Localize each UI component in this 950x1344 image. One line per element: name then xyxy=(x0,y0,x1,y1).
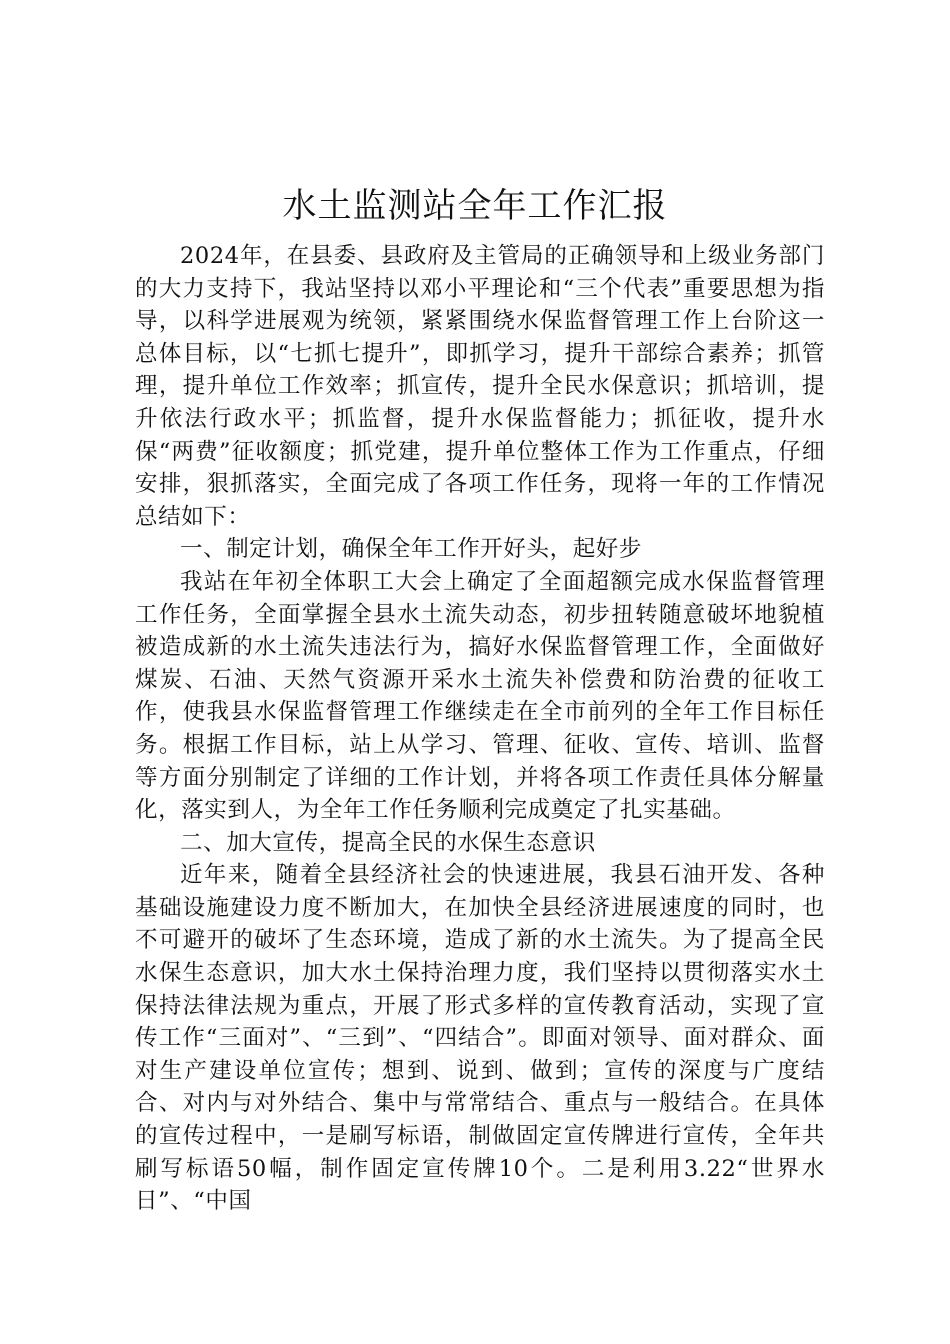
section-heading-1: 一、制定计划，确保全年工作开好头，起好步 xyxy=(180,536,643,563)
section-1-paragraph: 我站在年初全体职工大会上确定了全面超额完成水保监督管理工作任务，全面掌握全县水土流失动态，初步扭转随意破坏地貌植被造成新的水土流失违法行为，搞好水保监督管理工作，全面做好煤炭、石油、天然气资源开采水土流失补偿费和防治费的征收工作，使我县水保监督管理工作继续走在全市前列的全年工作目标任务。根据工作目标，站上从学习、管理、征收、宣传、培训、监督等方面分别制定了详细的工作计划，并将各项工作责任具体分解量化，落实到人，为全年工作任务顺利完成奠定了扎实基础。 xyxy=(135,568,825,824)
document-body xyxy=(135,240,825,1218)
section-heading-2: 二、加大宣传，提高全民的水保生态意识 xyxy=(180,829,596,856)
document-title: 水土监测站全年工作汇报 xyxy=(282,186,668,226)
intro-paragraph: 2024年，在县委、县政府及主管局的正确领导和上级业务部门的大力支持下，我站坚持以邓小平理论和“三个代表”重要思想为指导，以科学进展观为统领，紧紧围绕水保监督管理工作上台阶这一总体目标，以“七抓七提升”，即抓学习，提升干部综合素养；抓管理，提升单位工作效率；抓宣传，提升全民水保意识；抓培训，提升依法行政水平；抓监督，提升水保监督能力；抓征收，提升水保“两费”征收额度；抓党建，提升单位整体工作为工作重点，仔细安排，狠抓落实，全面完成了各项工作任务，现将一年的工作情况总结如下： xyxy=(135,243,825,530)
section-2-paragraph: 近年来，随着全县经济社会的快速进展，我县石油开发、各种基础设施建设力度不断加大，在加快全县经济进展速度的同时，也不可避开的破坏了生态环境，造成了新的水土流失。为了提高全民水保生态意识，加大水土保持治理力度，我们坚持以贯彻落实水土保持法律法规为重点，开展了形式多样的宣传教育活动，实现了宣传工作“三面对”、“三到”、“四结合”。即面对领导、面对群众、面对生产建设单位宣传；想到、说到、做到；宣传的深度与广度结合、对内与对外结合、集中与常常结合、重点与一般结合。在具体的宣传过程中，一是刷写标语，制做固定宣传牌进行宣传，全年共刷写标语50幅，制作固定宣传牌10个。二是利用3.22“世界水日”、“中国 xyxy=(135,862,825,1215)
